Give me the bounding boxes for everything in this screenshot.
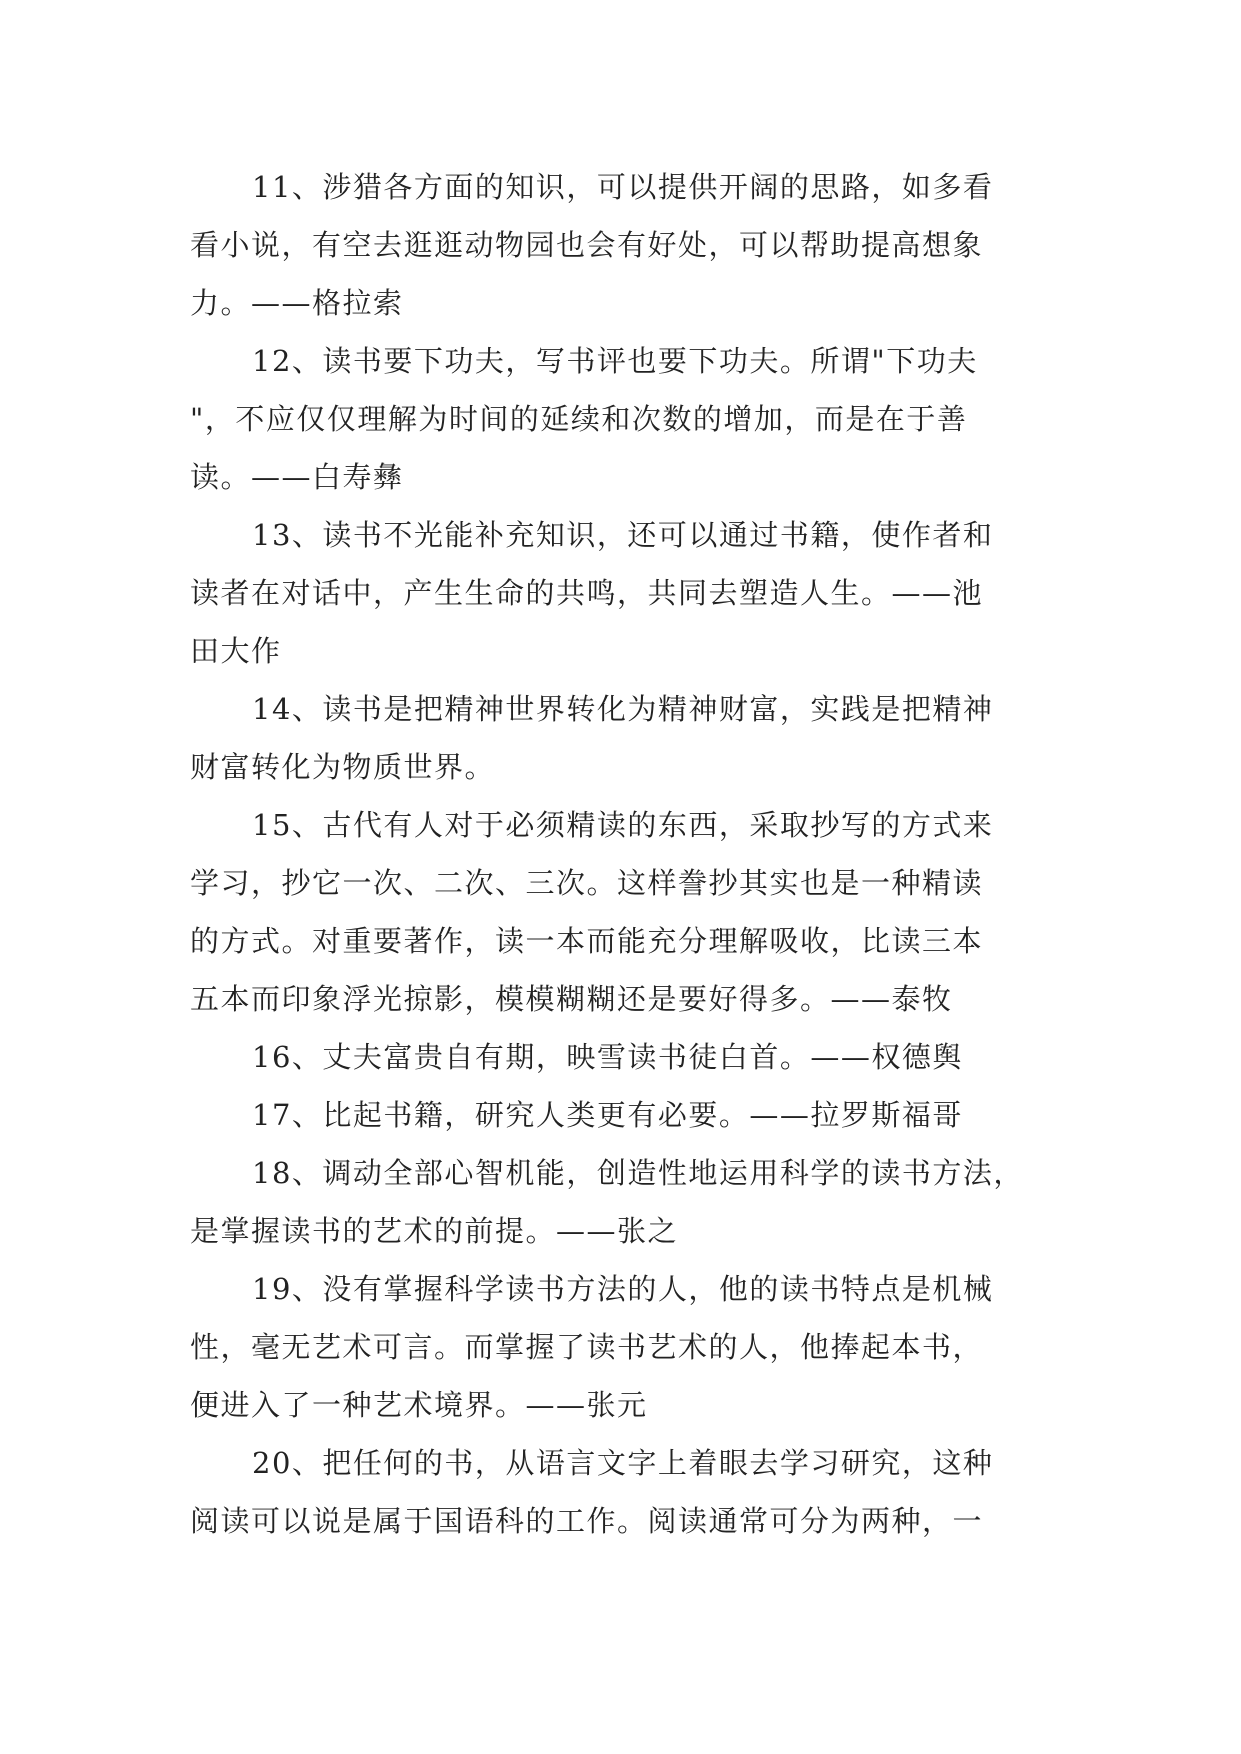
text-line: 13、读书不光能补充知识，还可以通过书籍，使作者和 bbox=[252, 518, 994, 552]
text-line: "，不应仅仅理解为时间的延续和次数的增加，而是在于善 bbox=[190, 402, 968, 436]
text-line: 看小说，有空去逛逛动物园也会有好处，可以帮助提高想象 bbox=[190, 228, 984, 262]
text-line: 便进入了一种艺术境界。——张元 bbox=[190, 1388, 648, 1422]
text-line: 12、读书要下功夫，写书评也要下功夫。所谓"下功夫 bbox=[252, 344, 978, 378]
text-line: 16、丈夫富贵自有期，映雪读书徒白首。——权德舆 bbox=[252, 1040, 963, 1074]
text-line: 17、比起书籍，研究人类更有必要。——拉罗斯福哥 bbox=[252, 1098, 963, 1132]
text-line: 学习，抄它一次、二次、三次。这样誊抄其实也是一种精读 bbox=[190, 866, 984, 900]
text-line: 14、读书是把精神世界转化为精神财富，实践是把精神 bbox=[252, 692, 994, 726]
text-line: 11、涉猎各方面的知识，可以提供开阔的思路，如多看 bbox=[252, 170, 994, 204]
text-line: 财富转化为物质世界。 bbox=[190, 750, 496, 784]
text-line: 五本而印象浮光掠影，模模糊糊还是要好得多。——泰牧 bbox=[190, 982, 953, 1016]
text-line: 读。——白寿彝 bbox=[190, 460, 404, 494]
text-line: 的方式。对重要著作，读一本而能充分理解吸收，比读三本 bbox=[190, 924, 984, 958]
text-line: 性，毫无艺术可言。而掌握了读书艺术的人，他捧起本书， bbox=[190, 1330, 984, 1364]
text-line: 阅读可以说是属于国语科的工作。阅读通常可分为两种，一 bbox=[190, 1504, 984, 1538]
text-line: 19、没有掌握科学读书方法的人，他的读书特点是机械 bbox=[252, 1272, 994, 1306]
text-line: 力。——格拉索 bbox=[190, 286, 404, 320]
text-line: 18、调动全部心智机能，创造性地运用科学的读书方法， bbox=[252, 1156, 1024, 1190]
text-line: 20、把任何的书，从语言文字上着眼去学习研究，这种 bbox=[252, 1446, 994, 1480]
document-page bbox=[190, 158, 1060, 1550]
text-line: 15、古代有人对于必须精读的东西，采取抄写的方式来 bbox=[252, 808, 994, 842]
text-line: 田大作 bbox=[190, 634, 282, 668]
text-line: 读者在对话中，产生生命的共鸣，共同去塑造人生。——池 bbox=[190, 576, 984, 610]
text-line: 是掌握读书的艺术的前提。——张之 bbox=[190, 1214, 679, 1248]
